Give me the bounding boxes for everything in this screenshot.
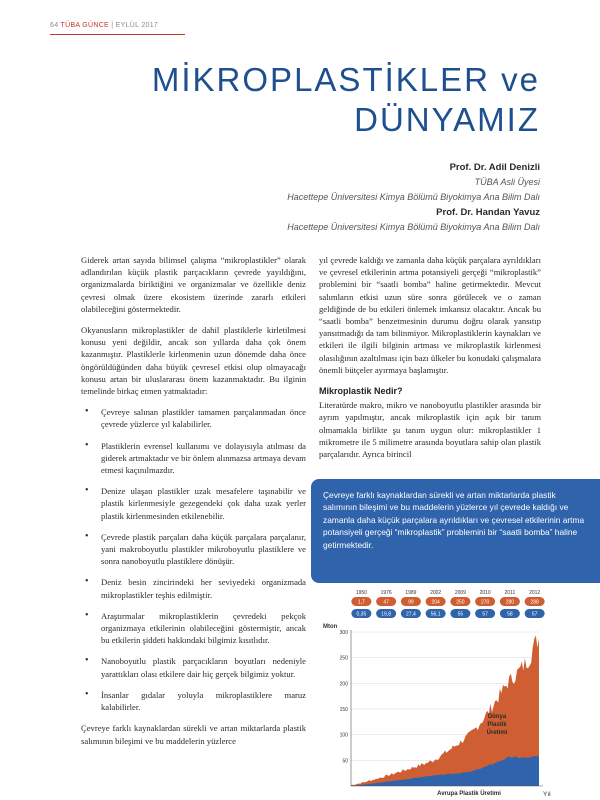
europe-series-label: Avrupa Plastik Üretimi (437, 791, 501, 797)
europe-value-label: 27,4 (406, 611, 416, 618)
list-item: • Nanoboyutlu plastik parçacıkların boyutları nedeniyle yarattıkları olası etkilere dair hiç gerçek bilgimiz yoktur. (101, 655, 306, 679)
europe-value-label: 0,35 (356, 611, 367, 618)
article-title (152, 60, 540, 140)
year-label: 2011 (504, 590, 516, 596)
world-value-label: 288 (530, 599, 539, 606)
issue-date: EYLÜL 2017 (115, 22, 159, 29)
title-line-2: DÜNYAMIZ (354, 101, 540, 138)
author-2-affiliation: Hacettepe Üniversitesi Kimya Bölümü Biyokimya Ana Bilim Dalı (287, 222, 540, 232)
year-label: 1950 (355, 590, 367, 596)
world-series-label-line: Üretimi (486, 730, 508, 736)
list-item: • Deniz besin zincirindeki her seviyedeki organizmada mikroplastikler teşhis edilmiştir. (101, 576, 306, 600)
world-series-label-line: Plastik (487, 722, 507, 728)
author-1-affiliation: Hacettepe Üniversitesi Kimya Bölümü Biyokimya Ana Bilim Dalı (287, 192, 540, 202)
year-label: 2012 (529, 590, 541, 596)
y-tick-label: 50 (342, 758, 348, 765)
header-rule (50, 34, 185, 35)
world-value-label: 1,7 (357, 599, 365, 606)
year-label: 2002 (430, 590, 442, 596)
author-2-name: Prof. Dr. Handan Yavuz (436, 207, 540, 218)
author-block (287, 160, 540, 235)
europe-value-label: 57 (531, 611, 538, 618)
year-label: 2010 (479, 590, 491, 596)
right-column (319, 254, 541, 469)
y-tick-label: 200 (339, 681, 348, 688)
list-item: • Araştırmalar mikroplastiklerin çevredeki pekçok organizmaya etkilerinin olabileceğini göstermiştir, ancak bu etkilerin şiddeti hakkındaki bilgimiz kısıtlıdır. (101, 610, 306, 647)
year-label: 1989 (405, 590, 417, 596)
europe-value-label: 58 (507, 611, 513, 618)
author-1-name: Prof. Dr. Adil Denizli (449, 162, 540, 173)
running-header (50, 22, 158, 29)
world-series-label-line: Dünya (487, 714, 507, 720)
pull-quote (311, 479, 600, 583)
paragraph: Literatürde makro, mikro ve nanoboyutlu plastikler arasında bir ayrım yapılmıştır, ancak mikroplastik için açık bir tanım olmamakla birlikte şu tanım uygun olur: mikroplastikler 1 mikrometre ile 5 milimetre arasında boyutlara sahip olan plastik parçalarıdır. Ayrıca birincil (319, 400, 541, 460)
section-heading: Mikroplastik Nedir? (319, 386, 403, 397)
magazine-name: TÜBA GÜNCE (60, 22, 110, 29)
x-axis-label: Yıl (543, 791, 551, 798)
paragraph: Çevreye farklı kaynaklardan sürekli ve artan miktarlarda plastik salımının bileşimi ve bu maddelerin yüzlerce (81, 723, 306, 746)
author-1-role: TÜBA Asli Üyesi (474, 177, 540, 187)
list-item: • İnsanlar gıdalar yoluyla mikroplastiklere maruz kalabilirler. (101, 689, 306, 713)
europe-value-label: 19,8 (381, 611, 391, 618)
plastic-production-chart (319, 588, 559, 800)
y-axis-label: Mton (323, 624, 338, 630)
europe-value-label: 56,1 (430, 611, 441, 618)
list-item: • Çevrede plastik parçaları daha küçük parçalara parçalanır, yani makroboyutlu plastikler mikroboyutlu plastiklere ve sonra nanoboyutlu plastiklere dönüşür. (101, 531, 306, 568)
y-tick-label: 250 (339, 655, 348, 662)
world-value-label: 204 (431, 599, 440, 606)
y-tick-label: 300 (339, 630, 348, 636)
pull-quote-text: Çevreye farklı kaynaklardan sürekli ve artan miktarlarda plastik salımının bileşimi ve bu maddelerin yüzlerce yıl çevrede kaldığı ve zamanla daha küçük parçalara ayrıldıkları ve çevresel etkilerinin artma potansiyeli gerçeği “mikroplastik” problemini bir “saatli bomba” haline getirmektedir. (323, 490, 585, 550)
list-item: • Çevreye salınan plastikler tamamen parçalanmadan önce çevrede yüzlerce yıl kalabilirler. (101, 406, 306, 430)
world-value-label: 270 (480, 599, 490, 606)
title-line-1: MİKROPLASTİKLER ve (151, 61, 540, 98)
page-number: 64 (50, 22, 59, 29)
year-label: 2009 (454, 590, 466, 596)
world-value-label: 47 (383, 599, 389, 606)
paragraph: Giderek artan sayıda bilimsel çalışma “mikroplastikler” olarak adlandırılan küçük plastik parçacıkların çevrede yayıldığını, organizmalarda biriktiğini ve organizmalar ve özellikle deniz çevresi olmak üzere ekosistem üzerinde zararlı etkileri olabileceğini göstermektedir. (81, 255, 306, 314)
y-tick-label: 100 (339, 732, 348, 739)
list-item: • Plastiklerin evrensel kullanımı ve dolayısıyla atılması da giderek artmaktadır ve bir önlem alınmazsa artmaya devam etmesi kaçınılmazdır. (101, 440, 306, 477)
world-value-label: 250 (456, 599, 465, 606)
paragraph: yıl çevrede kaldığı ve zamanla daha küçük parçalara ayrıldıkları ve çevresel etkilerinin artma potansiyeli gerçeği “mikroplastik” problemini bir “saatli bomba” haline getirmektedir. Mevcut salımların etkisi uzun süre sonra görülecek ve o zaman geldiğinde de bu etkileri önlemek imkansız olacaktır. Ancak bu “saatli bomba” benzetmesinin durumu doğru olarak yansıtıp yansıtmadığı da tam bilinmiyor. Mikroplastiklerin kaynakları ve etkileri ile ilgili bilginin artması ve mikroplastik kirlenmesi olasılığının azaltılması için bazı ülkeler bu konudaki çalışmalara önemli bütçeler ayırmaya başlamıştır. (319, 255, 541, 375)
factor-list (81, 406, 306, 713)
header-separator: | (111, 22, 114, 29)
left-column (81, 254, 306, 756)
europe-value-label: 55 (457, 611, 464, 618)
y-tick-label: 150 (339, 707, 348, 713)
world-value-label: 99 (408, 599, 414, 606)
list-item: • Denize ulaşan plastikler uzak mesafelere taşınabilir ve plastik kirlenmesiyle gezegendeki çok daha uzak yerler plastik kirlenmesinden etkilenebilir. (101, 485, 306, 522)
paragraph: Okyanusların mikroplastikler de dahil plastiklerle kirletilmesi konusu yeni değildir, ancak son yıllarda daha çok önem kazanmıştır. Plastiklerle kirlenmenin uzun dönemde daha önce öngörüldüğünden daha büyük çevresel etkisi olup olmayacağı konusu artan bir uluslararası önem kazanmaktadır. Bu ilginin temelinde birkaç etmen yatmaktadır: (81, 325, 306, 397)
europe-value-label: 57 (482, 611, 488, 618)
world-value-label: 280 (505, 599, 515, 606)
year-label: 1976 (380, 590, 392, 596)
